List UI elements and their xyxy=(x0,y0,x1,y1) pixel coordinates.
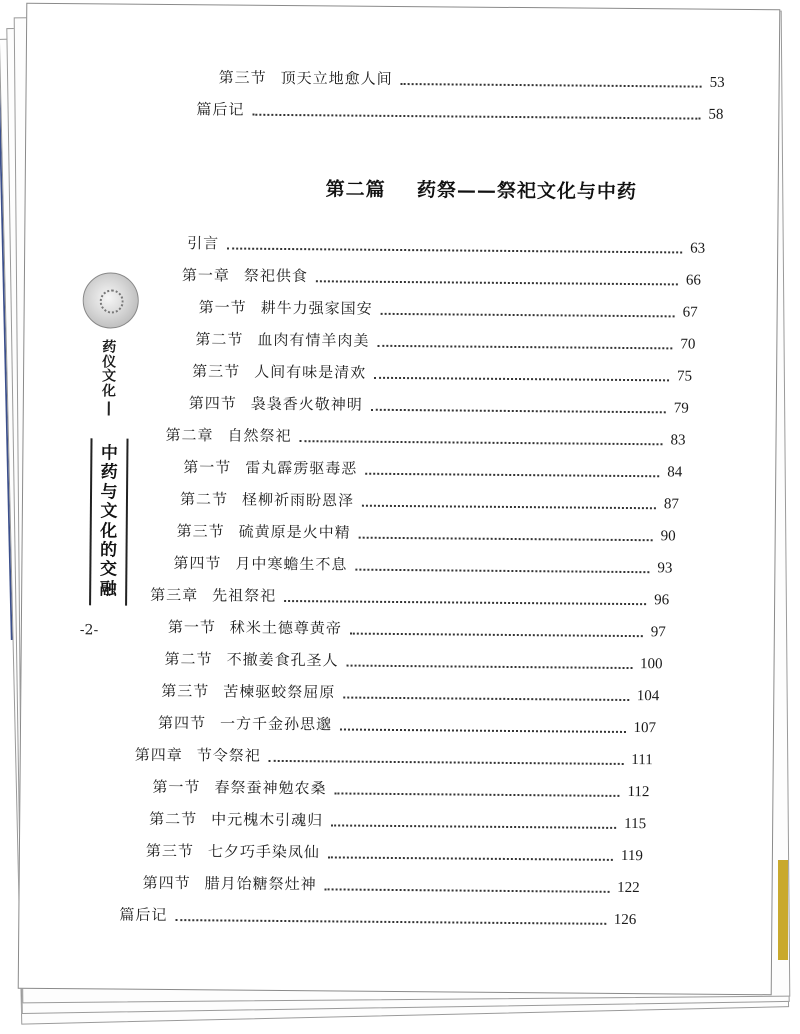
dot-leader xyxy=(374,377,669,382)
series-char: 仪 xyxy=(102,354,117,371)
toc-entry-page: 93 xyxy=(657,560,673,577)
toc-entry xyxy=(192,355,692,385)
dot-leader xyxy=(175,919,605,925)
toc-entry-title: 不撤姜食孔圣人 xyxy=(226,650,339,670)
toc-entry-title: 节令祭祀 xyxy=(196,746,261,765)
page-number: -2- xyxy=(79,622,99,639)
toc-entry-page: 58 xyxy=(708,106,724,123)
toc-entry-page: 75 xyxy=(677,368,693,385)
toc-entry-page: 84 xyxy=(667,464,683,481)
toc-entry-label: 第一节 xyxy=(152,777,201,797)
series-char: 药 xyxy=(102,339,117,356)
toc-entry-title: 耕牛力强家国安 xyxy=(260,298,373,318)
toc-entry-label: 第三章 xyxy=(150,585,199,605)
toc-entry-page: 96 xyxy=(654,592,670,609)
toc-entry-page: 87 xyxy=(663,496,680,513)
toc-entry-label: 第三节 xyxy=(176,522,225,541)
toc-entry xyxy=(119,899,636,930)
dot-leader xyxy=(355,569,649,574)
toc-entry xyxy=(165,643,663,673)
toc-entry xyxy=(146,835,643,865)
dot-leader xyxy=(381,313,675,318)
toc-entry-page: 104 xyxy=(636,688,660,705)
toc-entry-title: 秫米土德尊黄帝 xyxy=(229,618,342,638)
toc-entry-page: 107 xyxy=(633,720,657,737)
dot-leader xyxy=(401,83,702,88)
toc-entry-label: 第一章 xyxy=(181,266,231,285)
book-title-char: 文 xyxy=(100,501,118,522)
toc-entry xyxy=(143,867,640,897)
dot-leader xyxy=(371,409,666,414)
toc-entry-page: 67 xyxy=(682,304,698,321)
toc-entry-title: 人间有味是清欢 xyxy=(254,362,367,382)
toc-entry-label: 第二节 xyxy=(179,490,229,509)
toc-entry xyxy=(182,259,701,290)
toc-entry-label: 第四节 xyxy=(157,713,207,733)
dot-leader xyxy=(316,280,678,285)
toc-entry xyxy=(158,707,656,737)
toc-entry-title: 柽柳祈雨盼恩泽 xyxy=(241,490,355,510)
toc-entry xyxy=(219,61,725,91)
toc-entry xyxy=(183,451,682,481)
dot-leader xyxy=(377,345,672,350)
series-char: 文 xyxy=(101,368,117,385)
series-char: 化 xyxy=(101,383,116,400)
toc-entry-page: 63 xyxy=(690,240,706,257)
back-page-edge xyxy=(778,860,788,960)
toc-entry xyxy=(165,419,685,450)
toc-entry-page: 115 xyxy=(624,815,647,833)
toc-entry-page: 90 xyxy=(660,528,676,545)
toc-entry-title: 祭祀供食 xyxy=(243,266,309,286)
book-title-char: 中 xyxy=(100,443,118,464)
toc-entry-page: 112 xyxy=(627,784,650,801)
book-title-char: 交 xyxy=(99,559,117,580)
dot-leader xyxy=(340,728,625,732)
toc-entry xyxy=(168,611,666,641)
toc-entry-title: 七夕巧手染凤仙 xyxy=(207,842,321,862)
dot-leader xyxy=(365,473,659,478)
toc-entry xyxy=(161,675,659,705)
toc-entry-title: 腊月饴糖祭灶神 xyxy=(204,874,317,894)
toc-entry-label: 篇后记 xyxy=(119,905,168,924)
part-heading-label: 第二篇 xyxy=(325,178,386,201)
dot-leader xyxy=(252,114,700,120)
toc-entry-page: 53 xyxy=(709,74,725,91)
toc-entry-page: 122 xyxy=(617,879,640,897)
toc-entry xyxy=(135,739,653,770)
toc-entry-label: 第三节 xyxy=(161,681,210,701)
toc-entry xyxy=(196,93,723,124)
toc-entry-page: 119 xyxy=(620,847,643,865)
toc-entry-label: 第一节 xyxy=(183,458,232,477)
toc-entry-label: 第四节 xyxy=(188,394,237,413)
toc-entry-title: 顶天立地愈人间 xyxy=(280,68,393,88)
toc-entry xyxy=(180,483,679,513)
toc-entry xyxy=(152,771,649,801)
toc-entry-title: 雷丸霹雳驱毒恶 xyxy=(245,458,358,478)
toc-entry-title: 月中寒蟾生不息 xyxy=(235,554,348,574)
toc-entry-title: 苦楝驱蛟祭屈原 xyxy=(223,682,336,702)
toc-entry xyxy=(199,291,698,321)
toc-entry-label: 第二章 xyxy=(165,425,214,445)
dot-leader xyxy=(331,824,616,828)
toc-entry-page: 100 xyxy=(639,656,663,673)
toc-entry xyxy=(189,387,689,417)
toc-entry-title: 硫黄原是火中精 xyxy=(238,522,351,542)
toc-entry-label: 第四节 xyxy=(173,554,222,573)
toc-entry xyxy=(173,547,672,577)
dot-leader xyxy=(347,665,632,669)
toc-entry xyxy=(187,227,705,258)
book-title-char: 药 xyxy=(100,462,118,483)
toc-entry-page: 70 xyxy=(680,336,696,353)
book-title-char: 化 xyxy=(100,520,118,542)
dot-leader xyxy=(334,792,619,796)
dot-leader xyxy=(328,856,613,860)
toc-entry-title: 血肉有情羊肉美 xyxy=(257,330,370,350)
toc-entry-label: 第三节 xyxy=(145,841,195,861)
toc-entry-label: 第二节 xyxy=(149,809,198,829)
dot-leader xyxy=(269,760,624,765)
toc-entry xyxy=(177,515,676,545)
toc-entry xyxy=(195,323,695,353)
toc-entry-label: 第二节 xyxy=(164,649,213,669)
book-title-char: 融 xyxy=(99,579,117,600)
dot-leader xyxy=(227,247,682,253)
dot-leader xyxy=(362,505,656,510)
toc-entry-label: 第一节 xyxy=(198,298,247,317)
toc-entry-page: 66 xyxy=(685,272,701,289)
toc-entry-page: 97 xyxy=(650,624,666,641)
toc-entry-label: 第一节 xyxy=(167,617,216,637)
book-title-char: 的 xyxy=(99,540,118,561)
part-heading-title: 药祭——祭祀文化与中药 xyxy=(416,179,638,204)
toc-entry-title: 先祖祭祀 xyxy=(212,586,277,605)
toc-entry-label: 篇后记 xyxy=(196,100,245,119)
toc-entry-title: 一方千金孙思邈 xyxy=(219,714,333,734)
toc-entry-title: 袅袅香火敬神明 xyxy=(250,394,363,414)
dot-leader xyxy=(359,537,653,542)
dot-leader xyxy=(350,633,643,638)
toc-entry-page: 111 xyxy=(631,752,653,769)
toc-entry-label: 第三节 xyxy=(192,362,241,381)
toc-entry-label: 第二节 xyxy=(195,330,244,349)
toc-entry-page: 126 xyxy=(613,911,637,929)
part-heading xyxy=(326,174,638,204)
table-of-contents xyxy=(19,4,780,995)
toc-entry xyxy=(150,579,669,610)
toc-entry-label: 第四节 xyxy=(142,873,191,893)
dot-leader xyxy=(325,888,609,892)
dot-leader xyxy=(284,600,646,605)
toc-entry xyxy=(149,803,646,833)
toc-entry-page: 83 xyxy=(670,432,686,449)
toc-entry-title: 自然祭祀 xyxy=(227,426,292,446)
toc-entry-title: 春祭蚕神勉农桑 xyxy=(214,778,327,798)
toc-entry-title: 中元槐木引魂归 xyxy=(211,810,324,830)
toc-entry-label: 第三节 xyxy=(218,68,267,87)
toc-entry-label: 引言 xyxy=(187,234,220,253)
dot-leader xyxy=(343,697,628,701)
dot-leader xyxy=(300,440,663,445)
toc-entry-label: 第四章 xyxy=(134,745,183,765)
book-title-char: 与 xyxy=(100,482,118,503)
toc-entry-page: 79 xyxy=(673,400,689,417)
toc-page xyxy=(18,3,781,996)
